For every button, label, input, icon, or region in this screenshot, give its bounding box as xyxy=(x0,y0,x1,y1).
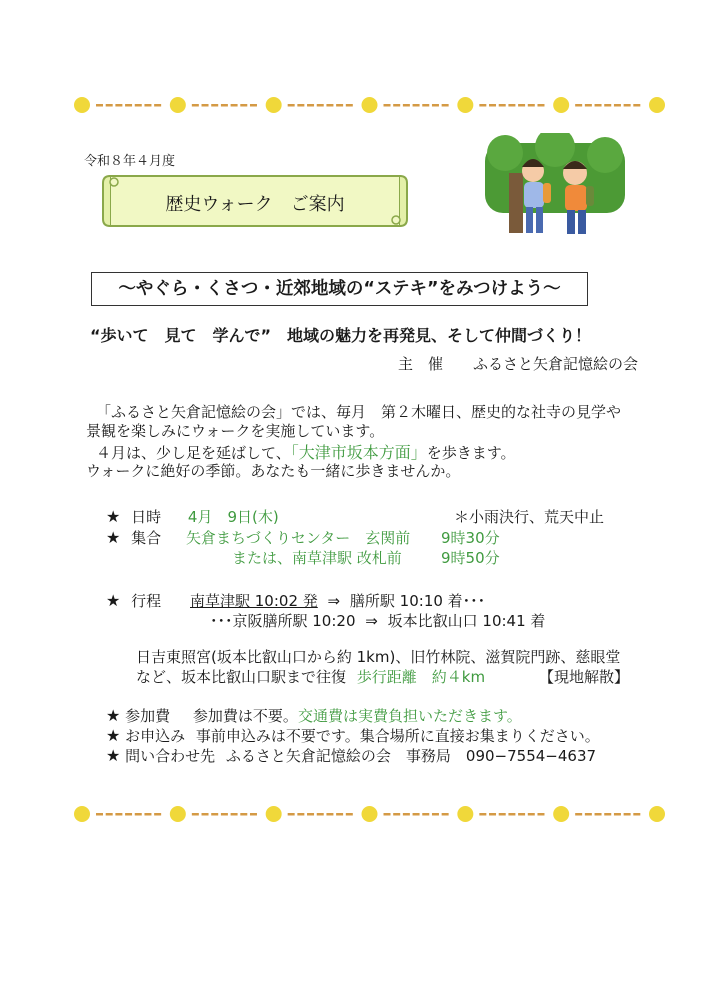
arrow-right-icon: ⇒ xyxy=(327,592,341,610)
contact-row xyxy=(106,745,596,766)
decorative-dash xyxy=(346,813,353,816)
decorative-dash xyxy=(211,104,218,107)
dismissal-note: 【現地解散】 xyxy=(539,668,630,686)
itinerary-label: 行程 xyxy=(131,592,162,610)
decorative-dash xyxy=(221,104,228,107)
fee-text: 参加費は不要。 xyxy=(192,707,298,725)
decorative-dash xyxy=(422,104,429,107)
decorative-dot xyxy=(649,806,665,822)
decorative-dash xyxy=(240,104,247,107)
star-icon: ★ xyxy=(106,726,121,745)
decorative-dash xyxy=(518,104,525,107)
decorative-dash xyxy=(575,104,582,107)
decorative-dot xyxy=(266,806,282,822)
decorative-dash xyxy=(346,104,353,107)
arrow-right-icon: ⇒ xyxy=(365,612,378,630)
weather-note: ＊小雨決行、荒天中止 xyxy=(454,508,605,526)
apply-text: 事前申込みは不要です。集合場所に直接お集まりください。 xyxy=(195,727,600,745)
contact-text: ふるさと矢倉記憶絵の会 事務局 090−7554−4637 xyxy=(225,747,597,765)
fee-transport-note: 交通費は実費負担いただきます。 xyxy=(297,707,522,725)
star-icon: ★ xyxy=(106,706,121,725)
decorative-dot xyxy=(74,97,90,113)
decorative-dash xyxy=(614,104,621,107)
decorative-dash xyxy=(231,104,238,107)
route-description-1: 日吉東照宮(坂本比叡山口から約 1km)、旧竹林院、滋賀院門跡、慈眼堂 xyxy=(136,648,621,666)
decorative-dash xyxy=(499,813,506,816)
decorative-dash xyxy=(202,813,209,816)
decorative-dash xyxy=(96,104,103,107)
date-label: 日時 xyxy=(131,508,162,526)
itinerary-line-1 xyxy=(190,590,485,611)
decorative-dash xyxy=(499,104,506,107)
decorative-dash xyxy=(125,104,132,107)
meeting-row-1 xyxy=(106,527,161,548)
decorative-dot xyxy=(457,97,473,113)
meeting-place-2: または、南草津駅 改札前 xyxy=(232,549,402,567)
decorative-dash xyxy=(326,104,333,107)
decorative-dash xyxy=(336,813,343,816)
decorative-dash xyxy=(393,104,400,107)
decorative-dash xyxy=(624,813,631,816)
meeting-time-2: 9時50分 xyxy=(441,549,500,567)
decorative-dash xyxy=(125,813,132,816)
intro-line-3-post: を歩きます。 xyxy=(426,444,516,462)
departure-time: 南草津駅 10:02 発 xyxy=(190,592,318,610)
keihan-zeze-departure: ･･･京阪膳所駅 10:20 xyxy=(210,612,356,630)
decorative-dash xyxy=(144,104,151,107)
decorative-dash xyxy=(508,813,515,816)
intro-line-2: 景観を楽しみにウォークを実施しています。 xyxy=(86,422,385,440)
decorative-dash xyxy=(326,813,333,816)
decorative-dash xyxy=(442,813,449,816)
decorative-dash xyxy=(317,104,324,107)
decorative-dot xyxy=(649,97,665,113)
decorative-dash xyxy=(528,104,535,107)
decorative-dash xyxy=(221,813,228,816)
decorative-dash xyxy=(192,813,199,816)
decorative-dash xyxy=(528,813,535,816)
intro-line-1: 「ふるさと矢倉記憶絵の会」では、毎月 第２木曜日、歴史的な社寺の見学や xyxy=(96,403,622,421)
decorative-dash xyxy=(106,813,113,816)
decorative-dot xyxy=(457,806,473,822)
decorative-dot xyxy=(553,806,569,822)
decorative-dash xyxy=(288,104,295,107)
decorative-dash xyxy=(250,104,257,107)
decorative-dash xyxy=(422,813,429,816)
arrival-sakamoto: 坂本比叡山口 10:41 着 xyxy=(387,612,546,630)
intro-line-3-pre: ４月は、少し足を延ばして、 xyxy=(96,444,291,462)
decorative-dash xyxy=(489,813,496,816)
decorative-dash xyxy=(537,813,544,816)
decorative-dash xyxy=(154,813,161,816)
decorative-dash xyxy=(393,813,400,816)
decorative-dash xyxy=(479,104,486,107)
decorative-dash xyxy=(518,813,525,816)
decorative-dash xyxy=(231,813,238,816)
destination-highlight: 「大津市坂本方面」 xyxy=(290,443,427,462)
decorative-dash xyxy=(585,104,592,107)
decorative-dash xyxy=(585,813,592,816)
itinerary-line-2 xyxy=(210,610,545,631)
decorative-dash xyxy=(633,813,640,816)
decorative-dot xyxy=(266,97,282,113)
decorative-dash xyxy=(115,813,122,816)
decorative-dash xyxy=(595,813,602,816)
organizer-label: 主 催 xyxy=(398,355,444,373)
date-row xyxy=(106,506,279,527)
decorative-dash xyxy=(96,813,103,816)
decorative-dash xyxy=(211,813,218,816)
decorative-dash xyxy=(202,104,209,107)
two-hikers-in-forest-icon xyxy=(485,133,625,245)
decorative-dot xyxy=(170,97,186,113)
decorative-dash xyxy=(479,813,486,816)
decorative-dash xyxy=(297,813,304,816)
decorative-dot xyxy=(170,806,186,822)
star-icon: ★ xyxy=(106,591,121,610)
decorative-dot xyxy=(362,806,378,822)
fee-label: 参加費 xyxy=(125,707,171,725)
decorative-dash xyxy=(595,104,602,107)
decorative-dash xyxy=(489,104,496,107)
bottom-decorative-line xyxy=(70,805,670,823)
organizer-name: ふるさと矢倉記憶絵の会 xyxy=(473,355,639,373)
decorative-dash xyxy=(575,813,582,816)
decorative-dash xyxy=(413,813,420,816)
decorative-dash xyxy=(384,104,391,107)
contact-label: 問い合わせ先 xyxy=(125,747,216,765)
decorative-dash xyxy=(307,104,314,107)
decorative-dot xyxy=(362,97,378,113)
decorative-dash xyxy=(135,813,142,816)
decorative-dash xyxy=(633,104,640,107)
decorative-dash xyxy=(624,104,631,107)
star-icon: ★ xyxy=(106,746,121,765)
decorative-dash xyxy=(115,104,122,107)
decorative-dash xyxy=(144,813,151,816)
decorative-dash xyxy=(604,104,611,107)
decorative-dash xyxy=(250,813,257,816)
decorative-dot xyxy=(74,806,90,822)
decorative-dash xyxy=(288,813,295,816)
top-decorative-line xyxy=(70,96,670,114)
decorative-dash xyxy=(432,104,439,107)
fee-row xyxy=(106,705,522,726)
organizer xyxy=(398,353,638,374)
decorative-dash xyxy=(403,813,410,816)
meeting-place-1: 矢倉まちづくりセンター 玄関前 xyxy=(186,529,411,547)
headline-box: ～やぐら・くさつ・近郊地域の“ステキ”をみつけよう～ xyxy=(91,272,588,306)
catchphrase: “歩いて 見て 学んで” 地域の魅力を再発見、そして仲間づくり！ xyxy=(90,326,592,345)
title-scroll-text: 歴史ウォーク ご案内 xyxy=(165,194,345,215)
decorative-dash xyxy=(317,813,324,816)
decorative-dash xyxy=(336,104,343,107)
decorative-dash xyxy=(537,104,544,107)
apply-label: お申込み xyxy=(125,727,186,745)
decorative-dash xyxy=(384,813,391,816)
fiscal-year-label: 令和８年４月度 xyxy=(84,154,176,169)
decorative-dash xyxy=(154,104,161,107)
route-description-2-pre: など、坂本比叡山口駅まで往復 xyxy=(136,668,347,686)
decorative-dot xyxy=(553,97,569,113)
date-value: 4月 9日(木) xyxy=(187,508,279,526)
decorative-dash xyxy=(307,813,314,816)
decorative-dash xyxy=(297,104,304,107)
star-icon: ★ xyxy=(106,507,121,526)
decorative-dash xyxy=(106,104,113,107)
meeting-label: 集合 xyxy=(131,529,162,547)
decorative-dash xyxy=(135,104,142,107)
decorative-dash xyxy=(508,104,515,107)
intro-line-4: ウォークに絶好の季節。あなたも一緒に歩きませんか。 xyxy=(86,462,461,480)
route-description-2 xyxy=(136,666,485,687)
decorative-dash xyxy=(413,104,420,107)
walking-distance: 歩行距離 約４km xyxy=(356,668,486,686)
arrival-zeze: 膳所駅 10:10 着･･･ xyxy=(349,592,486,610)
itinerary-row xyxy=(106,590,161,611)
star-icon: ★ xyxy=(106,528,121,547)
decorative-dash xyxy=(442,104,449,107)
decorative-dash xyxy=(604,813,611,816)
decorative-dash xyxy=(432,813,439,816)
meeting-time-1: 9時30分 xyxy=(441,529,500,547)
decorative-dash xyxy=(614,813,621,816)
decorative-dash xyxy=(403,104,410,107)
decorative-dash xyxy=(240,813,247,816)
apply-row xyxy=(106,725,600,746)
decorative-dash xyxy=(192,104,199,107)
